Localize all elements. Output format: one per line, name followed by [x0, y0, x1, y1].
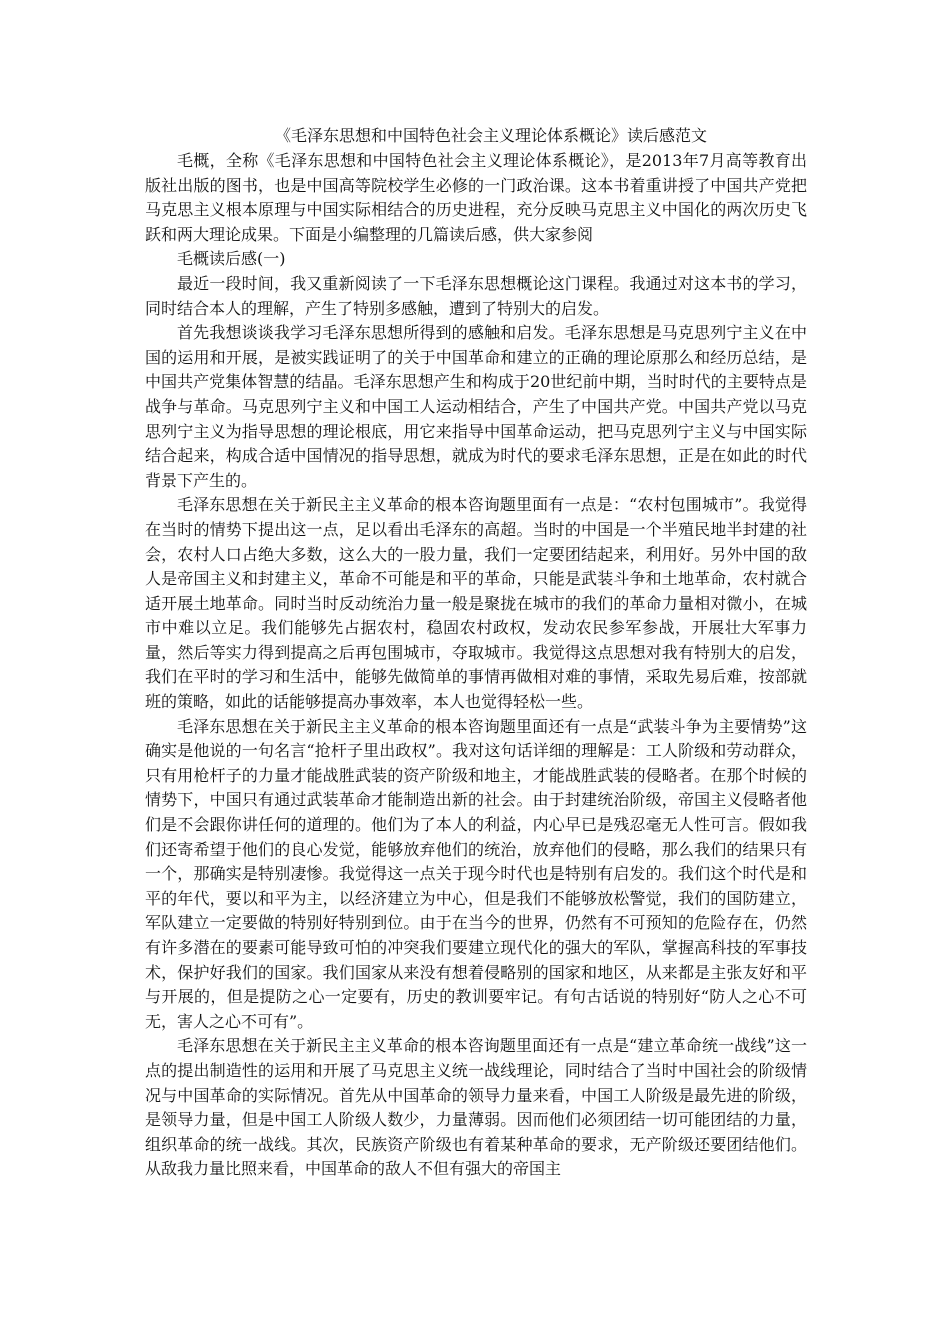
document-title: 《毛泽东思想和中国特色社会主义理论体系概论》读后感范文 [274, 126, 707, 145]
body-paragraph-2: 首先我想谈谈我学习毛泽东思想所得到的感触和启发。毛泽东思想是马克思列宁主义在中国的运用和开展，是被实践证明了的关于中国革命和建立的正确的理论原那么和经历总结，是中国共产党集体智慧的结晶。毛泽东思想产生和构成于20世纪前中期，当时时代的主要特点是战争与革命。马克思列宁主义和中国工人运动相结合，产生了中国共产党。中国共产党以马克思列宁主义为指导思想的理论根底，用它来指导中国革命运动，把马克思列宁主义与中国实际结合起来，构成合适中国情况的指导思想，就成为时代的要求毛泽东思想，正是在如此的时代背景下产生的。 [145, 323, 807, 490]
body-paragraph-5: 毛泽东思想在关于新民主主义革命的根本咨询题里面还有一点是“建立革命统一战线”这一点的提出制造性的运用和开展了马克思主义统一战线理论，同时结合了当时中国社会的阶级情况与中国革命的实际情况。首先从中国革命的领导力量来看，中国工人阶级是最先进的阶级，是领导力量，但是中国工人阶级人数少，力量薄弱。因而他们必须团结一切可能团结的力量，组织革命的统一战线。其次，民族资产阶级也有着某种革命的要求，无产阶级还要团结他们。从敌我力量比照来看，中国革命的敌人不但有强大的帝国主 [145, 1036, 807, 1179]
body-paragraph-3: 毛泽东思想在关于新民主主义革命的根本咨询题里面有一点是：“农村包围城市”。我觉得在当时的情势下提出这一点，足以看出毛泽东的高超。当时的中国是一个半殖民地半封建的社会，农村人口占绝大多数，这么大的一股力量，我们一定要团结起来，利用好。另外中国的敌人是帝国主义和封建主义，革命不可能是和平的革命，只能是武装斗争和土地革命，农村就合适开展土地革命。同时当时反动统治力量一般是聚拢在城市的我们的革命力量相对微小，在城市中难以立足。我们能够先占据农村，稳固农村政权，发动农民参军参战，开展壮大军事力量，然后等实力得到提高之后再包围城市，夺取城市。我觉得这点思想对我有特别大的启发，我们在平时的学习和生活中，能够先做简单的事情再做相对难的事情，采取先易后难，按部就班的策略，如此的话能够提高办事效率，本人也觉得轻松一些。 [145, 495, 807, 712]
document-page [145, 123, 807, 1182]
intro-paragraph: 毛概，全称《毛泽东思想和中国特色社会主义理论体系概论》，是2013年7月高等教育出版社出版的图书，也是中国高等院校学生必修的一门政治课。这本书着重讲授了中国共产党把马克思主义根本原理与中国实际相结合的历史进程，充分反映马克思主义中国化的两次历史飞跃和两大理论成果。下面是小编整理的几篇读后感，供大家参阅 [145, 151, 807, 244]
body-paragraph-4: 毛泽东思想在关于新民主主义革命的根本咨询题里面还有一点是“武装斗争为主要情势”这确实是他说的一句名言“抢杆子里出政权”。我对这句话详细的理解是：工人阶级和劳动群众，只有用枪杆子的力量才能战胜武装的资产阶级和地主，才能战胜武装的侵略者。在那个时候的情势下，中国只有通过武装革命才能制造出新的社会。由于封建统治阶级，帝国主义侵略者他们是不会跟你讲任何的道理的。他们为了本人的利益，内心早已是残忍毫无人性可言。假如我们还寄希望于他们的良心发觉，能够放弃他们的统治，放弃他们的侵略，那么我们的结果只有一个，那确实是特别凄惨。我觉得这一点关于现今时代也是特别有启发的。我们这个时代是和平的年代，要以和平为主，以经济建立为中心，但是我们不能够放松警觉，我们的国防建立，军队建立一定要做的特别好特别到位。由于在当今的世界，仍然有不可预知的危险存在，仍然有许多潜在的要素可能导致可怕的冲突我们要建立现代化的强大的军队，掌握高科技的军事技术，保护好我们的国家。我们国家从来没有想着侵略别的国家和地区，从来都是主张友好和平与开展的，但是提防之心一定要有，历史的教训要牢记。有句古话说的特别好“防人之心不可无，害人之心不可有”。 [145, 716, 807, 1031]
section-heading: 毛概读后感(一) [177, 249, 286, 269]
body-paragraph-1: 最近一段时间，我又重新阅读了一下毛泽东思想概论这门课程。我通过对这本书的学习，同时结合本人的理解，产生了特别多感触，遭到了特别大的启发。 [145, 273, 807, 318]
